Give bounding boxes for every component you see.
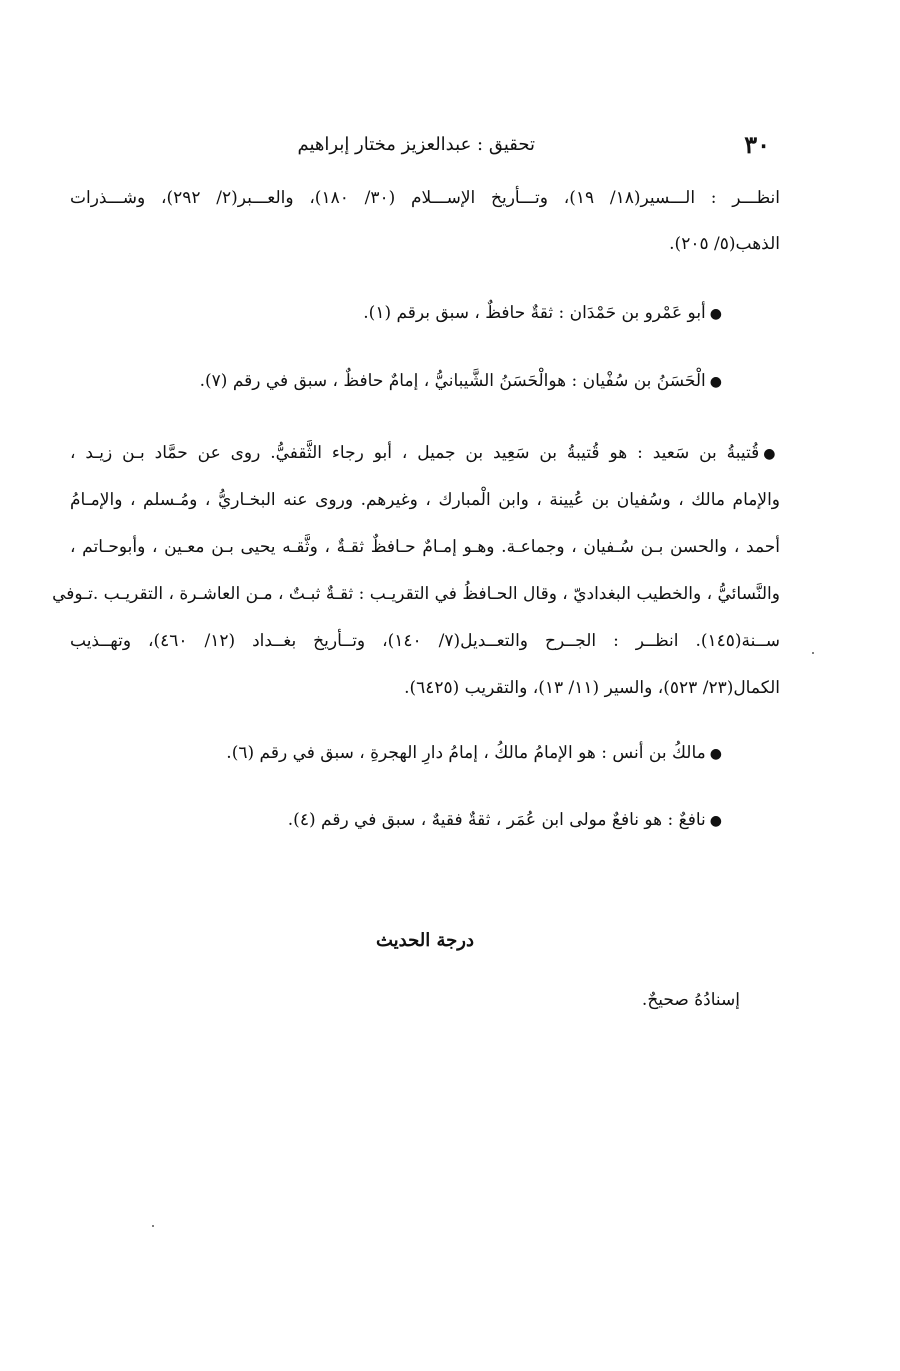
intro-line-2: الذهب(٥/ ٢٠٥).	[669, 234, 780, 254]
entry-text: مالكُ بن أنس : هو الإمامُ مالكُ ، إمامُ دارِ الهجرةِ ، سبق في رقم (٦).	[226, 743, 706, 763]
bullet-icon: ●	[763, 446, 780, 462]
running-head: تحقيق : عبدالعزيز مختار إبراهيم	[297, 134, 535, 155]
page-number: ٣٠	[744, 130, 770, 159]
intro-line-1: انظـــر : الـــسير(١٨/ ١٩)، وتـــأريخ الإســـلام (٣٠/ ١٨٠)، والعـــبر(٢/ ٢٩٢)، وشـــذرات	[70, 188, 780, 208]
bullet-icon: ●	[709, 813, 722, 829]
hadith-verdict: إسنادُهُ صحيحٌ.	[641, 990, 740, 1010]
entry-text: أبو عَمْرو بن حَمْدَان : ثقةٌ حافظٌ ، سبق برقم (١).	[363, 303, 706, 323]
entry-qutayba-line-3: أحمد ، والحسن بـن سُـفيان ، وجماعـة. وهـو إمـامٌ حـافظٌ ثقـةٌ ، وثَّقـه يحيى بـن معـين ، وأبوحـاتم ،	[70, 537, 780, 557]
bullet-icon: ●	[709, 306, 722, 322]
entry-qutayba-line-5: ســنة(١٤٥). انظــر : الجــرح والتعــديل(٧/ ١٤٠)، وتــأريخ بغــداد (١٢/ ٤٦٠)، وتهــذيب	[70, 631, 780, 651]
scan-speck	[812, 652, 814, 654]
bullet-icon: ●	[709, 746, 722, 762]
entry-qutayba-line-4: والنَّسائيُّ ، والخطيب البغداديّ ، وقال الحـافظُ في التقريـب : ثقـةٌ ثبـتٌ ، مـن العاشـرة ، التقريـب .تـوفي	[52, 584, 780, 604]
section-title: درجة الحديث	[376, 930, 474, 951]
entry-qutayba-line-1	[70, 445, 780, 462]
entry-abu-amr	[363, 305, 722, 322]
bullet-icon: ●	[709, 374, 722, 390]
page-header	[70, 130, 780, 170]
entry-qutayba-line-6: الكمال(٢٣/ ٥٢٣)، والسير (١١/ ١٣)، والتقريب (٦٤٢٥).	[404, 678, 780, 698]
entry-qutayba-line-2: والإمام مالك ، وسُفيان بن عُيينة ، وابن الْمبارك ، وغيرهم. وروى عنه البخـاريُّ ، ومُـسلم ، والإمـامُ	[70, 490, 780, 510]
scan-speck	[152, 1225, 154, 1227]
entry-malik	[226, 745, 722, 762]
entry-hasan	[200, 373, 722, 390]
entry-nafi	[288, 812, 722, 829]
entry-text: قُتيبةُ بن سَعيد : هو قُتيبةُ بن سَعِيد بن جميل ، أبو رجاء الثَّقفيُّ. روى عن حمَّاد بـن زيـد ،	[70, 443, 760, 463]
entry-text: الْحَسَنُ بن سُفْيان : هوالْحَسَنُ الشَّيبانيُّ ، إمامٌ حافظٌ ، سبق في رقم (٧).	[199, 371, 706, 391]
entry-text: نافعٌ : هو نافعٌ مولى ابن عُمَر ، ثقةٌ فقيهٌ ، سبق في رقم (٤).	[287, 810, 706, 830]
